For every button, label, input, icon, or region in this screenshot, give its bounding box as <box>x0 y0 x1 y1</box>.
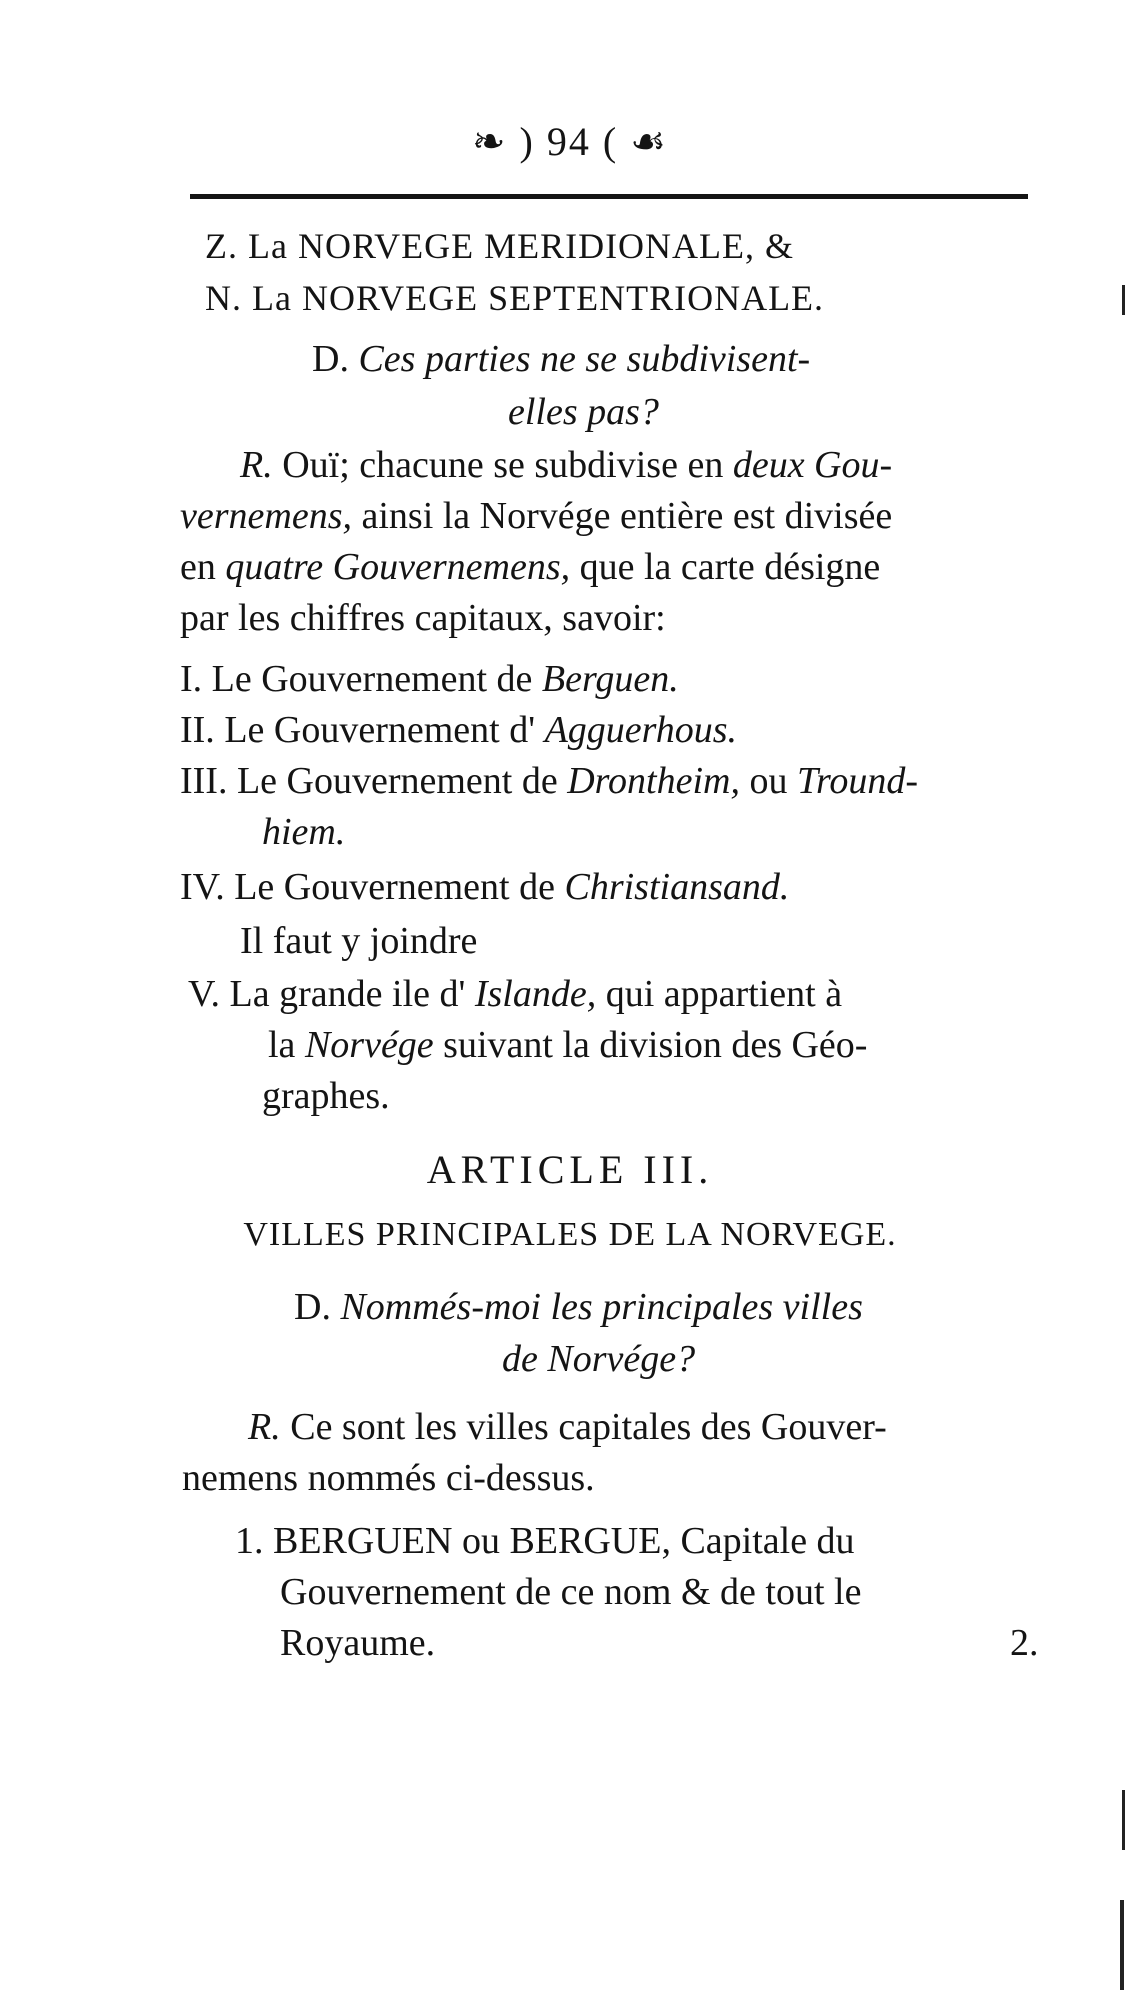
line-lead: R. <box>248 1406 281 1448</box>
list-item <box>235 1522 855 1560</box>
line-text: suivant la division des Géo- <box>443 1024 868 1066</box>
line-lead: 1. <box>235 1520 264 1562</box>
line-lead: I. <box>180 658 203 700</box>
line-text: Gouvernement de ce nom & de tout le <box>280 1571 862 1613</box>
list-item <box>180 711 737 749</box>
line-text: ainsi la Norvége entière est divisée <box>361 495 893 537</box>
line-text: La grande ile d' <box>229 973 466 1015</box>
line-italic: Norvége <box>304 1024 434 1066</box>
line-text: graphes. <box>262 1075 390 1117</box>
text-line <box>205 280 824 316</box>
line-italic: de Norvége? <box>502 1338 696 1380</box>
line-text: elles pas? <box>508 391 659 433</box>
list-item <box>188 975 842 1013</box>
line-text: Le Gouvernement de <box>211 658 533 700</box>
question-line <box>502 1340 695 1378</box>
list-item-continuation <box>280 1573 861 1611</box>
line-lead: D. <box>294 1286 331 1328</box>
line-text: nemens nommés ci-dessus. <box>182 1457 595 1499</box>
line-text: Royaume. <box>280 1622 436 1664</box>
line-lead: N. <box>205 278 242 318</box>
line-italic: Berguen. <box>541 658 679 700</box>
page-header <box>0 118 1140 165</box>
line-italic: Agguerhous. <box>544 709 738 751</box>
answer-line <box>180 497 892 535</box>
scan-edge-mark <box>1122 1790 1125 1850</box>
text-line <box>205 228 794 264</box>
line-text: ou <box>749 760 788 802</box>
line-text: BERGUEN ou BERGUE, Capitale du <box>273 1520 855 1562</box>
article-heading <box>0 1147 1140 1192</box>
line-text: La NORVEGE MERIDIONALE, & <box>248 226 795 266</box>
list-item-continuation <box>280 1624 435 1662</box>
header-rule <box>190 194 1028 199</box>
list-item <box>180 762 918 800</box>
line-lead: III. <box>180 760 228 802</box>
list-item-continuation <box>262 813 345 851</box>
page-number: 94 <box>546 119 591 164</box>
question-line <box>312 340 810 378</box>
line-text: qui appartient à <box>605 973 843 1015</box>
answer-line <box>182 1459 595 1497</box>
line-text: Le Gouvernement de <box>234 866 555 908</box>
line-lead: IV. <box>180 866 225 908</box>
text-line <box>240 922 477 960</box>
line-text: que la carte désigne <box>579 546 881 588</box>
ornament-left-icon: ❧ ) <box>471 119 535 164</box>
list-item <box>180 660 679 698</box>
section-heading <box>0 1218 1140 1252</box>
line-italic: Tround- <box>796 760 919 802</box>
line-italic: Islande, <box>474 973 597 1015</box>
line-italic: deux Gou- <box>732 444 893 486</box>
answer-line <box>180 548 880 586</box>
line-italic: vernemens, <box>180 495 352 537</box>
catchword <box>1010 1624 1039 1662</box>
answer-line <box>240 446 892 484</box>
line-text: Ce sont les villes capitales des Gouver- <box>290 1406 887 1448</box>
question-line <box>508 393 659 431</box>
line-text: en <box>180 546 216 588</box>
list-item <box>180 868 789 906</box>
list-item-continuation <box>268 1026 867 1064</box>
answer-line <box>180 599 666 637</box>
list-item-continuation <box>262 1077 390 1115</box>
line-italic: Christiansand. <box>564 866 790 908</box>
line-italic: Nommés-moi les principales villes <box>340 1286 863 1328</box>
line-lead: II. <box>180 709 215 751</box>
line-lead: Z. <box>205 226 238 266</box>
line-text: VILLES PRINCIPALES DE LA NORVEGE. <box>243 1216 897 1253</box>
line-italic: quatre Gouvernemens, <box>225 546 571 588</box>
scan-edge-mark <box>1122 285 1125 315</box>
scan-edge-mark <box>1120 1900 1124 1990</box>
line-lead: V. <box>188 973 221 1015</box>
line-text: Il faut y joindre <box>240 920 478 962</box>
line-text: Le Gouvernement d' <box>224 709 536 751</box>
question-line <box>294 1288 863 1326</box>
line-text: Le Gouvernement de <box>236 760 558 802</box>
line-text: ARTICLE III. <box>426 1147 714 1192</box>
line-italic: Drontheim, <box>567 760 740 802</box>
line-text: Ouï; chacune se subdivise en <box>282 444 724 486</box>
line-text: la <box>268 1024 296 1066</box>
answer-line <box>248 1408 887 1446</box>
line-italic: hiem. <box>262 811 346 853</box>
line-lead: D. <box>312 338 349 380</box>
line-text: 2. <box>1010 1622 1039 1664</box>
line-text: Ces parties ne se subdivisent- <box>358 338 811 380</box>
line-lead: R. <box>240 444 273 486</box>
line-text: par les chiffres capitaux, savoir: <box>180 597 666 639</box>
line-text: La NORVEGE SEPTENTRIONALE. <box>252 278 825 318</box>
ornament-right-icon: ( ☙ <box>602 119 669 164</box>
